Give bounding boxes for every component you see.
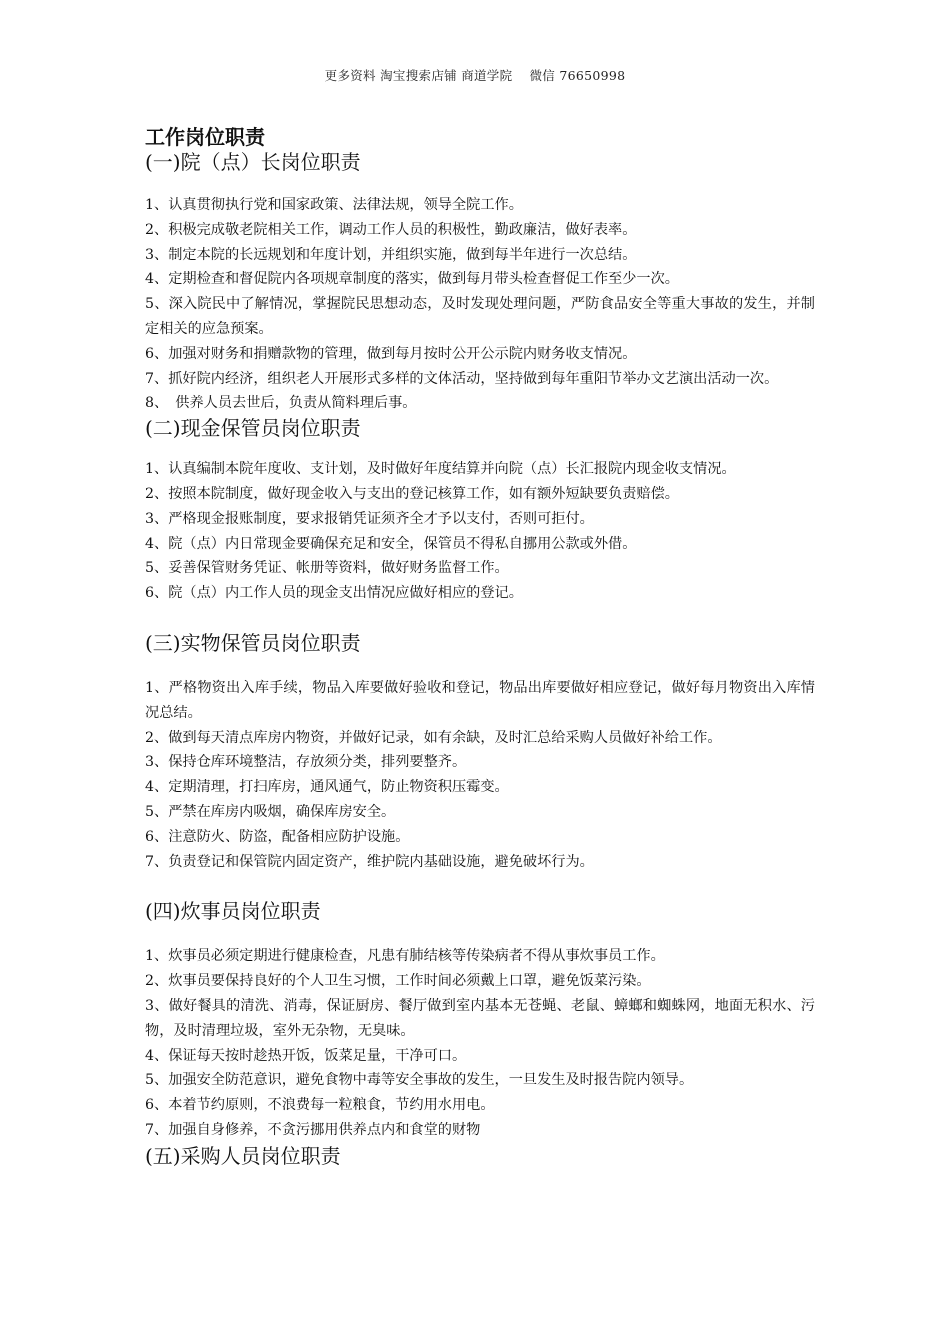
document-body [145,124,815,1168]
list-item: 5、加强安全防范意识，避免食物中毒等安全事故的发生，一旦发生及时报告院内领导。 [145,1072,694,1089]
list-item: 3、保持仓库环境整洁，存放须分类，排列要整齐。 [145,754,467,771]
list-item: 1、认真贯彻执行党和国家政策、法律法规，领导全院工作。 [145,197,523,213]
list-item: 1、炊事员必须定期进行健康检查，凡患有肺结核等传染病者不得从事炊事员工作。 [145,948,665,965]
section-title: (一)院（点）长岗位职责 [145,150,361,174]
list-item: 2、炊事员要保持良好的个人卫生习惯，工作时间必须戴上口罩，避免饭菜污染。 [145,973,651,990]
section-cash-keeper-duties [145,416,815,606]
list-item: 2、做到每天清点库房内物资，并做好记录，如有余缺，及时汇总给采购人员做好补给工作。 [145,729,722,746]
list-item: 6、本着节约原则，不浪费每一粒粮食，节约用水用电。 [145,1097,495,1114]
section-title: (五)采购人员岗位职责 [145,1143,341,1168]
section-director-duties [145,150,815,416]
list-item: 4、院（点）内日常现金要确保充足和安全，保管员不得私自挪用公款或外借。 [145,535,637,552]
list-item: 6、注意防火、防盗，配备相应防护设施。 [145,828,410,845]
list-item: 8、 供养人员去世后，负责从简料理后事。 [145,395,417,412]
section-title: (三)实物保管员岗位职责 [145,630,361,655]
list-item: 4、定期清理，打扫库房，通风通气，防止物资积压霉变。 [145,779,509,796]
section-purchaser-duties [145,1144,815,1168]
list-item: 7、负责登记和保管院内固定资产，维护院内基础设施，避免破坏行为。 [145,853,594,870]
list-item: 7、加强自身修养，不贪污挪用供养点内和食堂的财物 [145,1121,481,1138]
list-item: 1、严格物资出入库手续，物品入库要做好验收和登记，物品出库要做好相应登记，做好每月物资出入库情况总结。 [145,679,815,721]
list-item: 1、认真编制本院年度收、支计划，及时做好年度结算并向院（点）长汇报院内现金收支情况。 [145,461,736,478]
list-item: 2、按照本院制度，做好现金收入与支出的登记核算工作，如有额外短缺要负责赔偿。 [145,485,679,502]
duty-list [145,676,815,874]
duty-list [145,193,815,416]
list-item: 5、严禁在库房内吸烟，确保库房安全。 [145,803,396,820]
list-item: 3、制定本院的长远规划和年度计划，并组织实施，做到每半年进行一次总结。 [145,246,637,263]
section-storekeeper-duties [145,631,815,874]
list-item: 6、院（点）内工作人员的现金支出情况应做好相应的登记。 [145,585,523,602]
list-item: 5、深入院民中了解情况，掌握院民思想动态，及时发现处理问题，严防食品安全等重大事故的发生，并制定相关的应急预案。 [145,296,815,337]
list-item: 2、积极完成敬老院相关工作，调动工作人员的积极性，勤政廉洁，做好表率。 [145,221,637,238]
list-item: 4、保证每天按时趁热开饭，饭菜足量，干净可口。 [145,1047,467,1064]
section-title: (二)现金保管员岗位职责 [145,416,361,441]
document-title: 工作岗位职责 [145,125,265,149]
duty-list [145,457,815,606]
section-title: (四)炊事员岗位职责 [145,899,321,924]
header-note: 更多资料 淘宝搜索店铺 商道学院 微信 76650998 [324,68,626,83]
list-item: 3、严格现金报账制度，要求报销凭证须齐全才予以支付，否则可拒付。 [145,510,594,527]
list-item: 5、妥善保管财务凭证、帐册等资料，做好财务监督工作。 [145,560,509,577]
duty-list [145,944,815,1142]
section-cook-duties [145,899,815,1142]
list-item: 4、定期检查和督促院内各项规章制度的落实，做到每月带头检查督促工作至少一次。 [145,271,679,288]
list-item: 6、加强对财务和捐赠款物的管理，做到每月按时公开公示院内财务收支情况。 [145,345,637,362]
list-item: 7、抓好院内经济，组织老人开展形式多样的文体活动，坚持做到每年重阳节举办文艺演出活动一次。 [145,370,779,387]
list-item: 3、做好餐具的清洗、消毒，保证厨房、餐厅做到室内基本无苍蝇、老鼠、蟑螂和蜘蛛网，地面无积水、污物，及时清理垃圾，室外无杂物，无臭味。 [145,997,815,1039]
